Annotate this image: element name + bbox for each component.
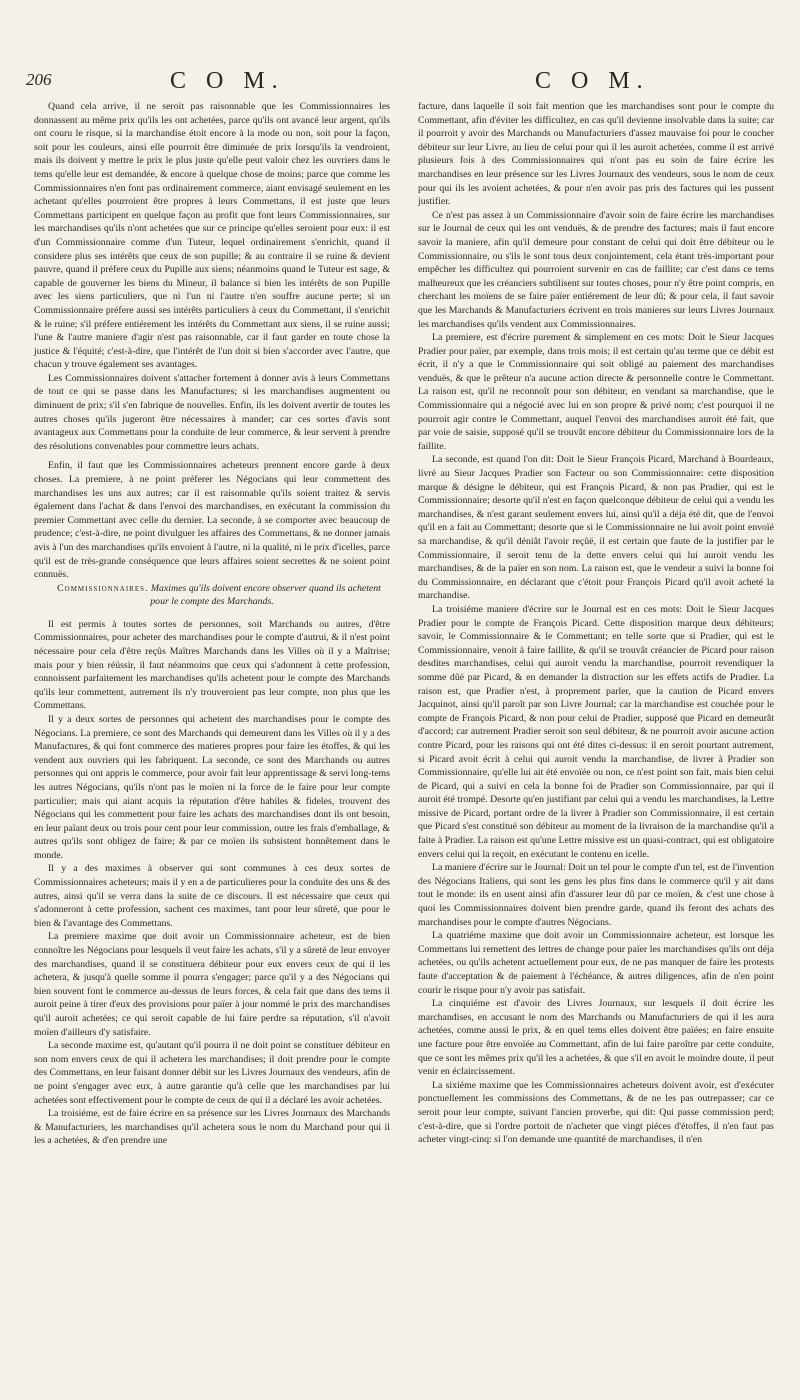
- running-head-right: C O M.: [535, 68, 650, 94]
- paragraph: La cinquiéme est d'avoir des Livres Journaux, sur lesquels il doit écrire les marchandises, en accusant le nom des Marchands ou Manufacturiers de qui il les aura achetées, comme aussi le prix, & en quel tems elles doivent être païées; en faire ensuite une facture pour être envoïée au Commettant, afin de lui faire paroître par cette conduite, que ce sont les mêmes prix qu'il les a achetées, & que s'il en avoit le moindre doute, il peut venir en éclaircissement.: [418, 998, 774, 1078]
- left-column: [34, 100, 390, 1148]
- running-head-left: C O M.: [170, 68, 285, 94]
- paragraph: La sixiéme maxime que les Commissionnaires acheteurs doivent avoir, est d'exécuter ponctuellement les commissions des Commettans, & de ne les pas outrepasser; car ce seroit pour leur compte, suivant l'ancien proverbe, qui dit: Qui passe commission perd; c'est-à-dire, que si l'ordre portoit de n'acheter que vingt piéces d'étoffes, il n'en faut pas acheter vingt-cinq: si l'on demande une quantité de marchandises, il n'en: [418, 1079, 774, 1146]
- paragraph: Les Commissionnaires doivent s'attacher fortement à donner avis à leurs Commettans de tout ce qui se passe dans les Manufactures; si les marchandises augmentent ou diminuent de prix; s'il s'en fabrique de nouvelles. Enfin, ils les doivent avertir de toutes les autres choses qu'ils jugeront être nécessaires à mander; car ces sortes d'avis sont avantageux aux Commettans pour la conduite de leur commerce, & leur servent à prendre des résolutions convenables pour commettre leurs achats.: [34, 372, 390, 452]
- paragraph: La seconde, est quand l'on dit: Doit le Sieur François Picard, Marchand à Bourdeaux, livré au Sieur Jacques Pradier son Facteur ou son Commissionnaire: cette disposition marque & désigne le débiteur, qui est François Picard, & non pas Pradier, qui est le Commissionnaire; desorte qu'il n'est en façon quelconque débiteur de celui qui a vendu les marchandises, & n'est garant seulement envers lui, ainsi qu'il a déja été dit, que de l'envoi qu'il en a fait au Commettant; desorte que si le Commissionnaire ne lui avoit point envoïé sa marchandise, & qu'il déniât l'avoir reçûë, il est certain que faute de la justifier par le Commissionnaire, il seroit tenu de la dette envers celui qui lui auroit vendu les marchandises, & de la païer en son nom. La raison est, que le vendeur a suivi la bonne foi du Commissionnaire, en déclarant que c'étoit pour François Picard qu'il avoit acheté la marchandise.: [418, 454, 774, 602]
- paragraph: Ce n'est pas assez à un Commissionnaire d'avoir soin de faire écrire les marchandises sur le Journal de ceux qui les ont venduës, & de prendre des factures; mais il faut encore savoir la maniere, afin qu'il demeure pour constant de celui qui doit être débiteur ou le Commissionnaire, ou s'ils le sont tous deux conjointement, cela étant très-important pour empêcher les difficultez qui pourroient survenir en cas de faillite; car c'est dans ce tems malheureux que les créanciers subtilisent sur toutes choses, pour n'y être point compris, en cherchant les moïens de se faire païer entiérement de leur dû; & pour cela, il faut savoir que les Marchands & Manufacturiers écrivent en trois manieres sur leurs Livres Journaux les marchandises qu'ils vendent aux Commissionnaires.: [418, 209, 774, 330]
- paragraph: La premiere, est d'écrire purement & simplement en ces mots: Doit le Sieur Jacques Pradier pour païer, par exemple, dans trois mois; il est certain qu'au terme que ce débit est écrit, il n'y a que le Commissionnaire qui soit obligé au paiement des marchandises venduës, & que le prêteur n'a aucune action directe & personnelle contre le Commettant. La raison est, qu'il ne reconnoît pour son débiteur, en vendant sa marchandise, que le Commissionnaire qui a négocié avec lui en son propre & privé nom; c'est pourquoi il ne pourroit agir contre le Commettant, auquel l'envoi des marchandises auroit été fait, que par voie de saisie, supposé qu'il se trouvât encore débiteur du Commissionnaire lors de la faillite.: [418, 332, 774, 452]
- section-heading: [34, 582, 390, 608]
- paragraph: facture, dans laquelle il soit fait mention que les marchandises sont pour le compte du Commettant, afin d'éviter les difficultez, en cas qu'il devienne insolvable dans la suite; car il pourroit y avoir des Marchands ou Manufacturiers d'assez mauvaise foi pour le coucher débiteur sur leur Livre, au lieu de celui pour qui il les auroit achetées, comme il est arrivé plusieurs fois à des Commissionnaires qui n'ont pas eu soin de faire écrire les marchandises en leur présence sur les Livres Journaux des vendeurs, sous le nom de ceux pour qui ils les avoient achetées, & pour n'en avoir pas pris des factures qui les pussent justifier.: [418, 101, 774, 208]
- paragraph: La maniere d'écrire sur le Journal: Doit un tel pour le compte d'un tel, est de l'invention des Négocians Italiens, qui sont les gens les plus fins dans le commerce qu'il y ait dans tout le monde: ils en usent ainsi afin d'assurer leur dû par ce moïen, & c'est une chose à quoi les Commissionnaires doivent bien prendre garde, quand ils feront des achats des marchandises pour le compte d'autres Négocians.: [418, 862, 774, 928]
- paragraph: Il y a des maximes à observer qui sont communes à ces deux sortes de Commissionnaires acheteurs; mais il y en a de particulieres pour la conduite des uns & des autres, ainsi qu'il se verra dans la suite de ce discours. Il est nécessaire que ceux qui s'adonneront à cette profession, sachent ces maximes, tant pour leur sûreté, que pour le bien & l'avantage des Commettans.: [34, 863, 390, 929]
- paragraph: La troisiéme maniere d'écrire sur le Journal est en ces mots: Doit le Sieur Jacques Pradier pour le compte de François Picard. Cette disposition marque deux débiteurs; savoir, le Commissionnaire & le Commettant; en telle sorte que si Pradier, qui est le Commissionnaire, venoit à faire faillite, & qu'il se trouvât créancier de Picard pour raison desdites marchandises, celui qui auroit vendu la marchandise, pourroit revendiquer la somme dûë par Picard, & en demander la distraction sur les effets actifs de Pradier. La raison est, que Pradier n'est, à proprement parler, que la caution de Picard envers Jacquinot, ainsi qu'il paroît par son Livre Journal; car la marchandise est couchée pour le compte de François Picard, & non pour celui de Pradier, supposé que Picard en demeurât d'accord; car autrement Pradier seroit son seul débiteur, & ne pourroit avoir aucune action contre Picard, pour les raisons qui ont été dites ci-dessus: il en seroit pourtant autrement, si Picard avoit écrit à celui qui auroit vendu la marchandise, de livrer à Pradier son Commissionnaire, qu'elle lui ait été envoïée ou non, ce n'est point son fait, mais bien celui de Picard, qui a suivi en cela la bonne foi de Pradier son Commissionnaire, par qui il auroit été trompé. Desorte qu'en justifiant par celui qui a vendu les marchandises, la Lettre missive de Picard, portant ordre de la livrer à Pradier son Commissionnaire, il est certain que Picard s'est constitué son débiteur au moment de la livraison de la marchandise qu'il a faite à Pradier. La raison est qu'une Lettre missive est un quasi-contract, qui est obligatoire envers celui qui la reçoit, en exécutant le contenu en icelle.: [418, 603, 774, 860]
- paragraph: La premiere maxime que doit avoir un Commissionnaire acheteur, est de bien connoître les Négocians pour lesquels il veut faire les achats, s'il y a sûreté de leur envoyer des marchandises, quand il se constituera débiteur pour eux envers ceux de qui il les achetera, & jusqu'à quelle somme il pourra s'engager; parce qu'il y a des Négocians qui bien souvent font le commerce au-dessus de leurs forces, & cela fait que dans des tems il auroit peine à tirer d'eux des provisions pour païer à jour nommé le prix des marchandises qu'il auroit achetées; ce qui seroit capable de lui faire perdre sa réputation, s'il n'avoit moïen d'ailleurs d'y satisfaire.: [34, 931, 390, 1038]
- right-column: [418, 100, 774, 1147]
- section-heading-title: Commissionnaires.: [57, 582, 149, 594]
- paragraph: Il y a deux sortes de personnes qui achetent des marchandises pour le compte des Négocians. La premiere, ce sont des Marchands qui demeurent dans les Villes où il y a des Manufactures, & qui font commerce des matieres propres pour faire les étoffes, & qui les vendent aux ouvriers qui les fabriquent. La seconde, ce sont des Marchands ou autres personnes qui ont appris le commerce, pour avoir fait leur apprentissage & servi long-tems les autres Négocians, qu'ils n'ont pas le moïen ni la force de le faire pour leur compte particulier; mais qui aiant acquis la réputation d'être habiles & fideles, trouvent des Négocians qui les commettent pour faire les achats des marchandises dont ils ont besoin, en leur païant deux ou trois pour cent pour leur commission, outre les frais d'emballage, & autres qu'ils sont obligez de faire; & par ce moïen ils subsistent honnêtement dans le monde.: [34, 713, 390, 861]
- paragraph: La seconde maxime est, qu'autant qu'il pourra il ne doit point se constituer débiteur en son nom envers ceux de qui il achetera les marchandises; il doit prendre pour le compte des Commettans, en leur faisant donner débit sur les Livres Journaux des vendeurs, afin de ne point s'engager avec eux, à autre garantie qu'à celle que les marchandises par lui achetées sont effectivement pour le compte de ceux de qui il a déclaré les avoir achetées.: [34, 1040, 390, 1106]
- paragraph: La troisiéme, est de faire écrire en sa présence sur les Livres Journaux des Marchands & Manufacturiers, les marchandises qu'il achetera sous le nom du Marchand pour qui il les a achetées, & d'en prendre une: [34, 1108, 390, 1147]
- paragraph: Enfin, il faut que les Commissionnaires acheteurs prennent encore garde à deux choses. La premiere, à ne point préferer les Négocians qui leur commettent des marchandises les uns aux autres; car il est raisonnable qu'ils soient traitez & servis également dans l'achat & dans l'envoi des marchandises, en exécutant la commission du premier Commettant avec celle du dernier. La seconde, à se comporter avec beaucoup de prudence; c'est-à-dire, ne point divulguer les affaires des Commettans, & ne donner jamais avis à l'un des marchandises qu'ils envoient à l'autre, ni la qualité, ni le prix d'icelles, parce qu'il est de très-grande conséquence que leurs affaires soient secrettes & ne soient point connuës.: [34, 460, 390, 581]
- paragraph: Il est permis à toutes sortes de personnes, soit Marchands ou autres, d'être Commissionnaires, pour acheter des marchandises pour le compte d'autrui, & il n'est point nécessaire pour cela d'être reçûs Maîtres Marchands dans les Villes où il y a Maîtrise; mais pour y bien réüssir, il faut néanmoins que ceux qui s'adonnent à cette profession, connoissent parfaitement les marchandises qu'ils achetent pour le compte des Marchands qu'ils leur commettent, autrement ils n'y trouveroient pas leur compte, non plus que les Commettans.: [34, 618, 390, 712]
- paragraph: Quand cela arrive, il ne seroit pas raisonnable que les Commissionnaires les donnassent au même prix qu'ils les ont achetées, parce qu'ils ont avancé leur argent, qu'ils ont couru le risque, si la marchandise étoit encore à la mode ou non, soit pour la façon, soit pour les couleurs, ainsi elle pourroit être diminuée de prix lorsqu'ils la vendroient, mais ils doivent y mettre le prix le plus juste qu'elle peut valoir chez les ouvriers dans le tems qu'elle leur est demandée, & encore à quelque chose de moins; parce que comme les Commissionnaires n'en font pas ordinairement commerce, aiant envisagé seulement en les achetant qu'elles pourroient être propres à leurs Commettans, il est juste que leurs Commettans participent en quelque façon au profit que font leurs Commissionnaires, sur les marchandises qu'ils n'ont achetées que sur ce principe qu'elles seroient pour eux: il est d'un Commissionnaire comme d'un Tuteur, lequel ordinairement s'enrichit, quand il considere plus ses intérêts que ceux de son pupille; & au contraire il se ruine & devient pauvre, quand il préfere ceux du Pupille aux siens; néanmoins quand le Tuteur est sage, & capable de gouverner les biens du Mineur, il balance si bien les intérêts de son Pupille avec les siens particuliers, que ni l'un ni l'autre n'en souffre aucune perte; si un Commissionnaire préfere aussi ses intérêts particuliers à ceux du Commettant, il s'enrichit & le ruine; s'il préfere entiérement les intérêts du Commettant aux siens, il se ruine aussi; l'une & l'autre maniere d'agir n'est pas raisonnable, car il faut garder en toute chose la justice & l'équité; c'est-à-dire, que l'intérêt de l'un doit si bien s'accorder avec l'autre, que chacun y trouve également ses avantages.: [34, 101, 390, 371]
- section-heading-subtitle: Maximes qu'ils doivent encore observer quand ils achetent pour le compte des Marchands.: [150, 582, 381, 607]
- paragraph: La quatriéme maxime que doit avoir un Commissionnaire acheteur, est lorsque les Commettans lui remettent des lettres de change pour païer les marchandises qu'ils ont déja achetées, ou qu'ils achetent actuellement pour eux, de ne pas manquer de faire les protests faute d'acceptation & de paiement à l'échéance, & autres diligences, afin de n'en point courir le risque pour n'y avoir pas satisfait.: [418, 930, 774, 996]
- page-number: 206: [26, 70, 52, 89]
